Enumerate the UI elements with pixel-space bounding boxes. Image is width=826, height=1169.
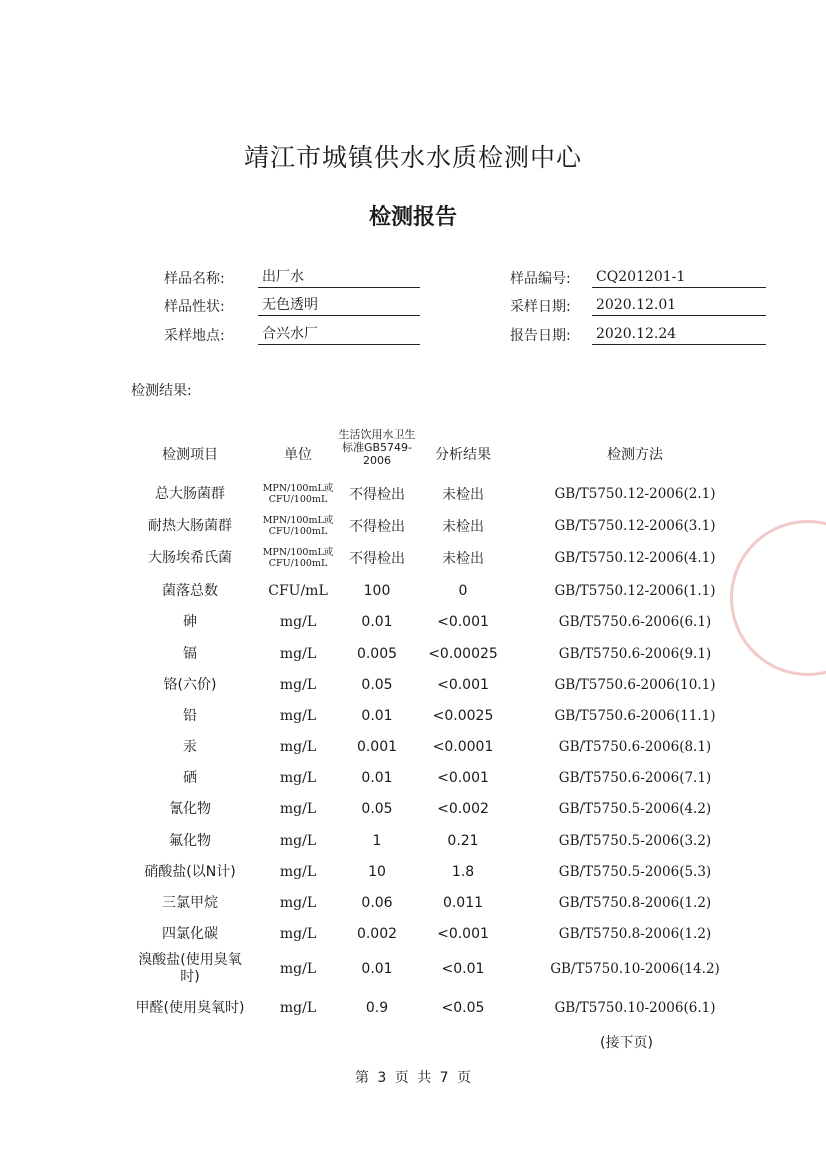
method-cell: GB/T5750.6-2006(6.1) (558, 614, 712, 630)
result-cell: <0.001 (437, 770, 489, 786)
unit-cell: mg/L (279, 895, 317, 911)
table-row (0, 795, 826, 823)
unit-cell: mg/L (279, 801, 317, 817)
result-cell: <0.00025 (428, 646, 498, 662)
method-cell: GB/T5750.12-2006(3.1) (554, 518, 716, 534)
item-cell: 汞 (183, 738, 197, 755)
table-row (0, 480, 826, 508)
unit-cell: mg/L (279, 614, 317, 630)
method-cell: GB/T5750.6-2006(9.1) (558, 646, 712, 662)
standard-cell: 0.01 (361, 614, 393, 630)
sample-nature-label: 样品性状: (164, 299, 225, 315)
sample-number-label: 样品编号: (510, 271, 571, 287)
table-row (0, 764, 826, 792)
header-item: 检测项目 (162, 447, 218, 463)
method-cell: GB/T5750.5-2006(4.2) (558, 801, 712, 817)
unit-cell: mg/L (279, 646, 317, 662)
item-cell: 氟化物 (169, 832, 211, 849)
item-cell: 铅 (183, 707, 197, 724)
report-title: 检测报告 (368, 205, 457, 230)
standard-cell: 1 (372, 833, 382, 849)
standard-cell: 0.05 (361, 801, 393, 817)
unit-cell: mg/L (279, 864, 317, 880)
table-row (0, 951, 826, 987)
method-cell: GB/T5750.8-2006(1.2) (558, 895, 712, 911)
result-cell: 未检出 (442, 487, 484, 503)
sample-name-label: 样品名称: (164, 271, 225, 287)
table-row (0, 733, 826, 761)
table-row (0, 608, 826, 636)
unit-cell: mg/L (279, 708, 317, 724)
method-cell: GB/T5750.5-2006(5.3) (558, 864, 712, 880)
results-label: 检测结果: (131, 383, 192, 399)
item-cell: 氰化物 (169, 800, 211, 817)
standard-cell: 100 (363, 583, 391, 599)
method-cell: GB/T5750.6-2006(11.1) (554, 708, 716, 724)
result-cell: <0.0001 (432, 739, 494, 755)
item-cell: 大肠埃希氏菌 (148, 549, 232, 566)
item-cell: 硝酸盐(以N计) (144, 863, 236, 880)
result-cell: 未检出 (442, 551, 484, 567)
sampling-location-value: 合兴水厂 (258, 325, 420, 345)
item-cell: 砷 (183, 613, 197, 630)
unit-cell: mg/L (279, 1000, 317, 1016)
result-cell: <0.05 (441, 1000, 485, 1016)
unit-cell: MPN/100mL或CFU/100mL (262, 483, 334, 505)
header-standard: 生活饮用水卫生标准GB5749-2006 (338, 428, 416, 467)
method-cell: GB/T5750.8-2006(1.2) (558, 926, 712, 942)
item-cell: 三氯甲烷 (162, 894, 218, 911)
table-row (0, 544, 826, 572)
result-cell: <0.002 (437, 801, 489, 817)
method-cell: GB/T5750.6-2006(10.1) (554, 677, 716, 693)
continued-note: (接下页) (600, 1035, 653, 1051)
result-cell: <0.0025 (432, 708, 494, 724)
item-cell: 总大肠菌群 (155, 485, 225, 502)
method-cell: GB/T5750.5-2006(3.2) (558, 833, 712, 849)
sample-number-value: CQ201201-1 (592, 268, 766, 288)
report-date-value: 2020.12.24 (592, 325, 766, 345)
result-cell: 0 (458, 583, 468, 599)
table-row (0, 827, 826, 855)
sampling-location-label: 采样地点: (164, 328, 225, 344)
standard-cell: 0.001 (356, 739, 398, 755)
sampling-date-label: 采样日期: (510, 299, 571, 315)
unit-cell: MPN/100mL或CFU/100mL (262, 515, 334, 537)
standard-cell: 10 (368, 864, 386, 880)
standard-cell: 0.01 (361, 708, 393, 724)
unit-cell: mg/L (279, 739, 317, 755)
table-row (0, 858, 826, 886)
item-cell: 铬(六价) (163, 676, 217, 693)
result-cell: 未检出 (442, 519, 484, 535)
method-cell: GB/T5750.12-2006(4.1) (554, 550, 716, 566)
standard-cell: 0.05 (361, 677, 393, 693)
report-date-label: 报告日期: (510, 328, 571, 344)
page-number: 第 3 页 共 7 页 (354, 1070, 472, 1086)
table-row (0, 512, 826, 540)
item-cell: 耐热大肠菌群 (148, 517, 232, 534)
standard-cell: 不得检出 (349, 519, 405, 535)
unit-cell: mg/L (279, 770, 317, 786)
method-cell: GB/T5750.6-2006(7.1) (558, 770, 712, 786)
item-cell: 菌落总数 (162, 582, 218, 599)
standard-cell: 不得检出 (349, 551, 405, 567)
item-cell: 硒 (183, 769, 197, 786)
header-method: 检测方法 (607, 447, 663, 463)
table-row (0, 577, 826, 605)
standard-cell: 0.002 (356, 926, 398, 942)
item-cell: 甲醛(使用臭氧时) (135, 999, 245, 1016)
table-row (0, 990, 826, 1026)
table-row (0, 889, 826, 917)
method-cell: GB/T5750.10-2006(14.2) (550, 961, 720, 977)
unit-cell: mg/L (279, 677, 317, 693)
unit-cell: MPN/100mL或CFU/100mL (262, 547, 334, 569)
header-result: 分析结果 (435, 447, 491, 463)
result-cell: <0.001 (437, 926, 489, 942)
standard-cell: 0.005 (356, 646, 398, 662)
unit-cell: mg/L (279, 961, 317, 977)
method-cell: GB/T5750.12-2006(2.1) (554, 486, 716, 502)
result-cell: 1.8 (451, 864, 475, 880)
item-cell: 溴酸盐(使用臭氧时) (138, 952, 242, 985)
table-row (0, 702, 826, 730)
standard-cell: 0.06 (361, 895, 393, 911)
result-cell: <0.001 (437, 614, 489, 630)
method-cell: GB/T5750.12-2006(1.1) (554, 583, 716, 599)
item-cell: 镉 (183, 645, 197, 662)
header-unit: 单位 (284, 447, 312, 463)
table-row (0, 671, 826, 699)
item-cell: 四氯化碳 (162, 925, 218, 942)
standard-cell: 0.01 (361, 961, 393, 977)
table-row (0, 920, 826, 948)
standard-cell: 不得检出 (349, 487, 405, 503)
unit-cell: CFU/mL (268, 583, 328, 599)
sample-name-value: 出厂水 (258, 268, 420, 288)
result-cell: 0.21 (447, 833, 479, 849)
result-cell: 0.011 (442, 895, 484, 911)
standard-cell: 0.01 (361, 770, 393, 786)
sample-nature-value: 无色透明 (258, 296, 420, 316)
unit-cell: mg/L (279, 926, 317, 942)
result-cell: <0.01 (441, 961, 485, 977)
organization-title: 靖江市城镇供水水质检测中心 (243, 143, 582, 172)
standard-cell: 0.9 (365, 1000, 389, 1016)
unit-cell: mg/L (279, 833, 317, 849)
method-cell: GB/T5750.6-2006(8.1) (558, 739, 712, 755)
result-cell: <0.001 (437, 677, 489, 693)
method-cell: GB/T5750.10-2006(6.1) (554, 1000, 716, 1016)
table-row (0, 640, 826, 668)
sampling-date-value: 2020.12.01 (592, 296, 766, 316)
